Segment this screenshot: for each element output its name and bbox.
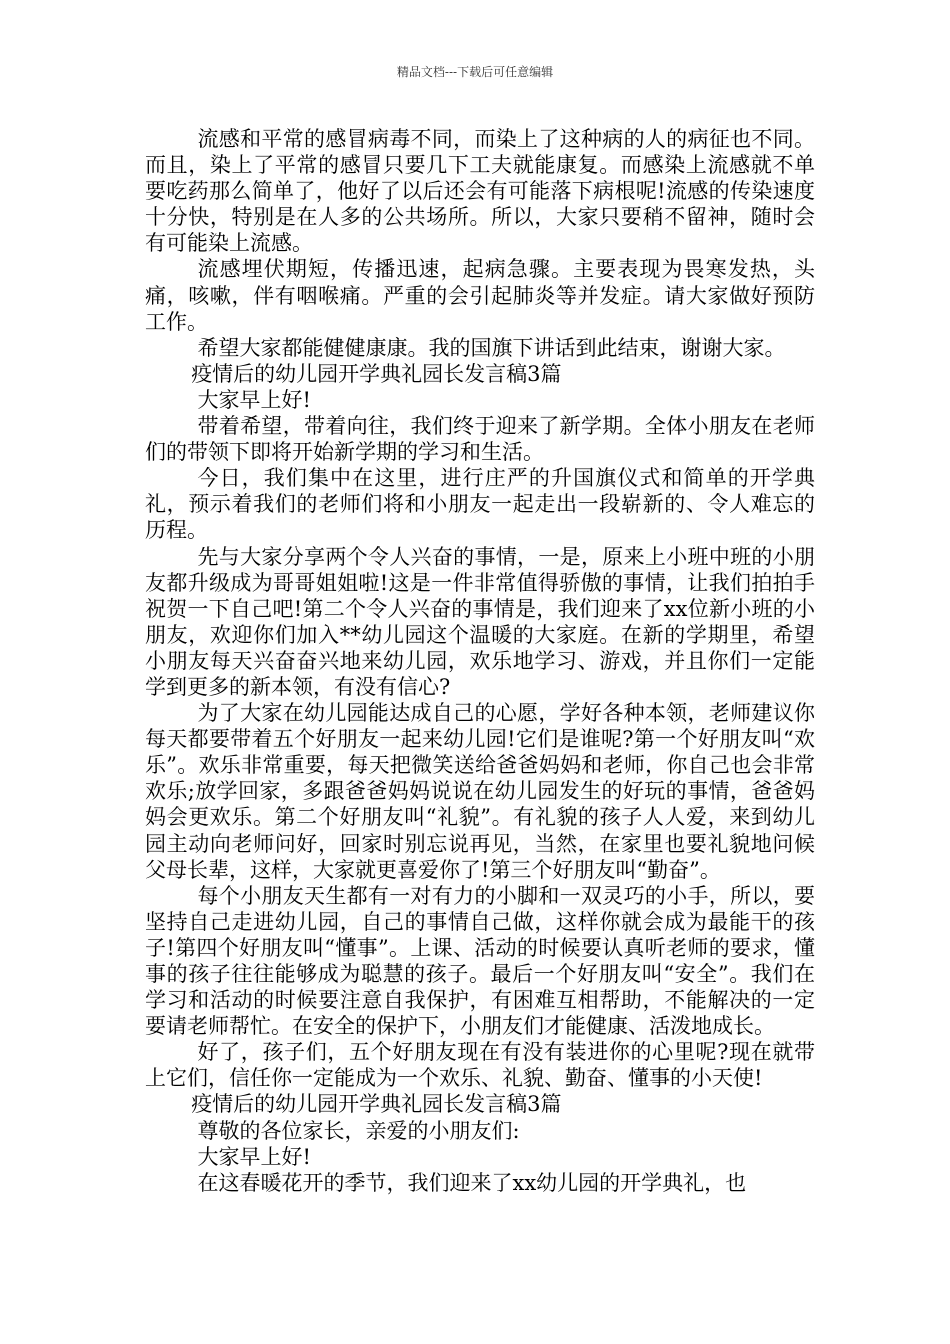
paragraph: 在这春暖花开的季节，我们迎来了xx幼儿园的开学典礼，也 bbox=[197, 1170, 747, 1195]
paragraph: 每个小朋友天生都有一对有力的小脚和一双灵巧的小手，所以，要坚持自己走进幼儿园，自己的事情自己做，这样你就会成为最能干的孩子!第四个好朋友叫“懂事”。上课、活动的时候要认真听老师的要求，懂事的孩子往往能够成为聪慧的孩子。最后一个好朋友叫“安全”。我们在学习和活动的时候要注意自我保护，有困难互相帮助，不能解决的一定要请老师帮忙。在安全的保护下，小朋友们才能健康、活泼地成长。 bbox=[145, 883, 815, 1039]
paragraph: 为了大家在幼儿园能达成自己的心愿，学好各种本领，老师建议你每天都要带着五个好朋友一起来幼儿园!它们是谁呢?第一个好朋友叫“欢乐”。欢乐非常重要，每天把微笑送给爸爸妈妈和老师，你自己也会非常欢乐;放学回家，多跟爸爸妈妈说说在幼儿园发生的好玩的事情，爸爸妈妈会更欢乐。第二个好朋友叫“礼貌”。有礼貌的孩子人人爱，来到幼儿园主动向老师问好，回家时别忘说再见，当然，在家里也要礼貌地问候父母长辈，这样，大家就更喜爱你了!第三个好朋友叫“勤奋”。 bbox=[145, 701, 815, 882]
paragraph: 好了，孩子们，五个好朋友现在有没有装进你的心里呢?现在就带上它们，信任你一定能成为一个欢乐、礼貌、勤奋、懂事的小天使! bbox=[145, 1040, 815, 1091]
document-body bbox=[145, 126, 815, 1196]
section-title: 疫情后的幼儿园开学典礼园长发言稿3篇 bbox=[191, 361, 562, 386]
page-header: 精品文档---下载后可任意编辑 bbox=[396, 65, 554, 79]
paragraph: 先与大家分享两个令人兴奋的事情，一是，原来上小班中班的小朋友都升级成为哥哥姐姐啦!这是一件非常值得骄傲的事情，让我们拍拍手祝贺一下自己吧!第二个令人兴奋的事情是，我们迎来了xx位新小班的小朋友，欢迎你们加入**幼儿园这个温暖的大家庭。在新的学期里，希望小朋友每天兴奋奋兴地来幼儿园，欢乐地学习、游戏，并且你们一定能学到更多的新本领，有没有信心? bbox=[145, 544, 815, 699]
paragraph: 流感埋伏期短，传播迅速，起病急骤。主要表现为畏寒发热，头痛，咳嗽，伴有咽喉痛。严重的会引起肺炎等并发症。请大家做好预防工作。 bbox=[145, 257, 815, 334]
paragraph: 大家早上好! bbox=[197, 387, 311, 412]
paragraph: 带着希望，带着向往，我们终于迎来了新学期。全体小朋友在老师们的带领下即将开始新学期的学习和生活。 bbox=[145, 414, 815, 465]
paragraph: 尊敬的各位家长，亲爱的小朋友们: bbox=[197, 1118, 520, 1143]
paragraph: 流感和平常的感冒病毒不同，而染上了这种病的人的病征也不同。而且，染上了平常的感冒只要几下工夫就能康复。而感染上流感就不单要吃药那么简单了，他好了以后还会有可能落下病根呢!流感的传染速度十分快，特别是在人多的公共场所。所以，大家只要稍不留神，随时会有可能染上流感。 bbox=[145, 127, 815, 256]
paragraph: 大家早上好! bbox=[197, 1144, 311, 1169]
section-title: 疫情后的幼儿园开学典礼园长发言稿3篇 bbox=[191, 1092, 562, 1117]
paragraph: 今日，我们集中在这里，进行庄严的升国旗仪式和简单的开学典礼，预示着我们的老师们将和小朋友一起走出一段崭新的、令人难忘的历程。 bbox=[145, 466, 815, 543]
paragraph: 希望大家都能健健康康。我的国旗下讲话到此结束，谢谢大家。 bbox=[197, 335, 786, 360]
